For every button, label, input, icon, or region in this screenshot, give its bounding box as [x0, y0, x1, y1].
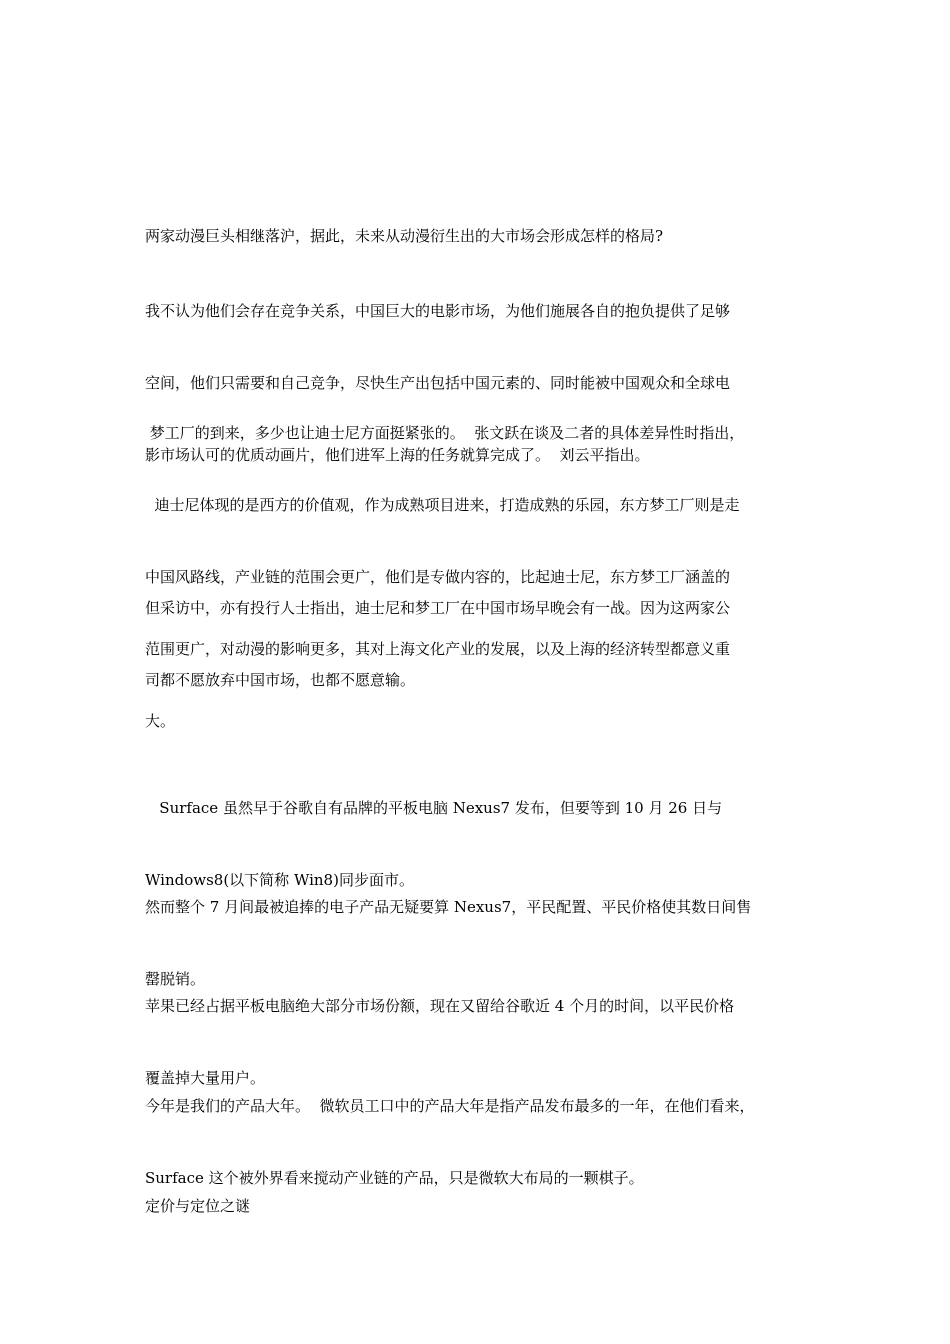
text-line: 司都不愿放弃中国市场，也都不愿意输。 — [145, 671, 416, 689]
text-line: 罄脱销。 — [145, 970, 206, 988]
text-line: 定价与定位之谜 — [145, 1197, 251, 1215]
section-heading — [145, 1146, 835, 1266]
text-line: 然而整个 7 月间最被追捧的电子产品无疑要算 Nexus7，平民配置、平民价格使其数日间售 — [145, 898, 752, 916]
text-line: 覆盖掉大量用户。 — [145, 1069, 266, 1087]
text-line: 今年是我们的产品大年。 微软员工口中的产品大年是指产品发布最多的一年，在他们看来， — [145, 1097, 755, 1115]
text-line: 苹果已经占据平板电脑绝大部分市场份额，现在又留给谷歌近 4 个月的时间，以平民价格 — [145, 997, 735, 1015]
text-line: 我不认为他们会存在竞争关系，中国巨大的电影市场，为他们施展各自的抱负提供了足够 — [145, 302, 731, 320]
text-line: Surface 这个被外界看来搅动产业链的产品，只是微软大布局的一颗棋子。 — [145, 1169, 644, 1187]
text-line: 大。 — [145, 712, 176, 730]
text-line: Surface 虽然早于谷歌自有品牌的平板电脑 Nexus7 发布，但要等到 10 月 26 日与 — [145, 799, 723, 817]
text-line: 影市场认可的优质动画片，他们进军上海的任务就算完成了。 刘云平指出。 — [145, 446, 650, 464]
text-line: 迪士尼体现的是西方的价值观，作为成熟项目进来，打造成熟的乐园，东方梦工厂则是走 — [145, 496, 740, 514]
text-line: 两家动漫巨头相继落沪，据此，未来从动漫衍生出的大市场会形成怎样的格局? — [145, 227, 664, 245]
text-line: 梦工厂的到来，多少也让迪士尼方面挺紧张的。 张文跃在谈及二者的具体差异性时指出， — [145, 424, 745, 442]
text-line: 中国风路线，产业链的范围会更广，他们是专做内容的，比起迪士尼，东方梦工厂涵盖的 — [145, 568, 731, 586]
text-line: 空间，他们只需要和自己竞争，尽快生产出包括中国元素的、同时能被中国观众和全球电 — [145, 374, 731, 392]
text-line: 但采访中，亦有投行人士指出，迪士尼和梦工厂在中国市场早晚会有一战。因为这两家公 — [145, 599, 731, 617]
paragraph-4 — [145, 548, 835, 740]
text-line: 范围更广，对动漫的影响更多，其对上海文化产业的发展，以及上海的经济转型都意义重 — [145, 640, 731, 658]
text-line: Windows8(以下简称 Win8)同步面市。 — [145, 871, 414, 889]
